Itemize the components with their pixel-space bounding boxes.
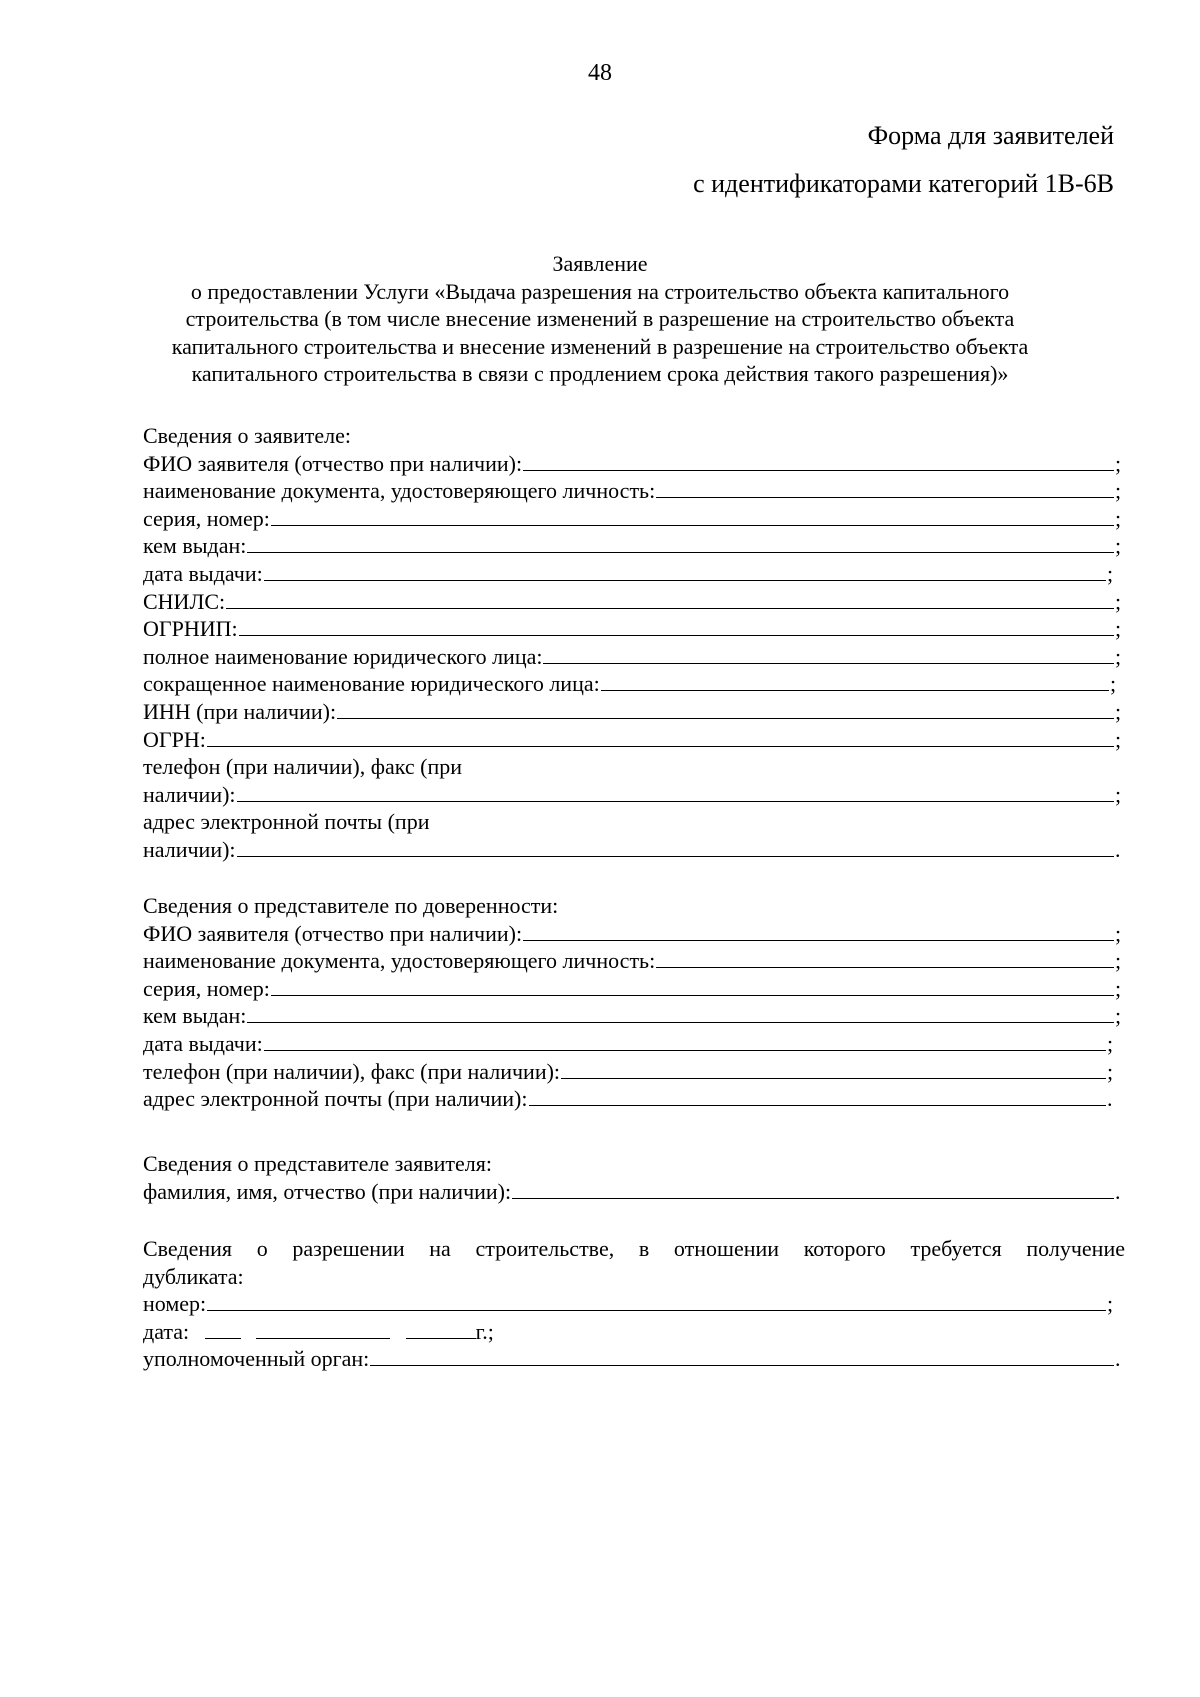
proxy-issue-date-row: дата выдачи: ; bbox=[143, 1030, 1114, 1056]
page-number: 48 bbox=[588, 60, 612, 86]
permit-number-field[interactable] bbox=[207, 1292, 1106, 1311]
field-label: дата: bbox=[143, 1318, 190, 1344]
applicant-heading: Сведения о заявителе: bbox=[143, 423, 352, 448]
applicant-issued-by-field[interactable] bbox=[247, 534, 1114, 553]
proxy-issued-by-field[interactable] bbox=[247, 1004, 1114, 1023]
title-line: строительства (в том числе внесение изменений в разрешение на строительство объекта bbox=[185, 306, 1015, 331]
field-label: дата выдачи: bbox=[143, 560, 263, 586]
field-label: дата выдачи: bbox=[143, 1030, 263, 1056]
form-label-line2: с идентификаторами категорий 1В-6В bbox=[693, 169, 1114, 198]
field-label: ОГРН: bbox=[143, 726, 206, 752]
proxy-section bbox=[143, 892, 1125, 1113]
form-label-line1: Форма для заявителей bbox=[867, 121, 1114, 150]
representative-fio-row: фамилия, имя, отчество (при наличии): . bbox=[143, 1178, 1121, 1204]
title-heading: Заявление bbox=[552, 251, 648, 276]
applicant-email-field[interactable] bbox=[237, 838, 1114, 857]
field-label: фамилия, имя, отчество (при наличии): bbox=[143, 1178, 512, 1204]
applicant-ogrnip-row: ОГРНИП: ; bbox=[143, 616, 1122, 642]
field-label: наименование документа, удостоверяющего личность: bbox=[143, 948, 656, 974]
field-label: номер: bbox=[143, 1291, 207, 1317]
proxy-phone-field[interactable] bbox=[561, 1060, 1106, 1079]
proxy-phone-row: телефон (при наличии), факс (при наличии): ; bbox=[143, 1058, 1114, 1084]
field-label: наличии): bbox=[143, 781, 236, 807]
field-label: адрес электронной почты (при наличии): bbox=[143, 1086, 528, 1112]
permit-date-year-field[interactable] bbox=[406, 1320, 476, 1339]
field-label: ИНН (при наличии): bbox=[143, 698, 337, 724]
field-label: уполномоченный орган: bbox=[143, 1346, 370, 1372]
applicant-email-label-line1: адрес электронной почты (при bbox=[143, 809, 430, 835]
applicant-series-row: серия, номер: ; bbox=[143, 505, 1122, 531]
applicant-doc-field[interactable] bbox=[656, 479, 1114, 498]
permit-authority-row: уполномоченный орган: . bbox=[143, 1346, 1121, 1372]
applicant-snils-field[interactable] bbox=[226, 590, 1114, 609]
applicant-doc-row: наименование документа, удостоверяющего личность: ; bbox=[143, 478, 1122, 504]
permit-heading-cont: дубликата: bbox=[143, 1263, 244, 1289]
applicant-snils-row: СНИЛС: ; bbox=[143, 588, 1122, 614]
applicant-short-name-row: сокращенное наименование юридического лица: ; bbox=[143, 671, 1117, 697]
field-label: кем выдан: bbox=[143, 1003, 247, 1029]
applicant-full-name-row: полное наименование юридического лица: ; bbox=[143, 643, 1122, 669]
proxy-doc-field[interactable] bbox=[656, 949, 1114, 968]
field-label: телефон (при наличии), факс (при наличии): bbox=[143, 1058, 561, 1084]
field-label: наличии): bbox=[143, 836, 236, 862]
permit-date-day-field[interactable] bbox=[205, 1320, 241, 1339]
proxy-fio-row: ФИО заявителя (отчество при наличии): ; bbox=[143, 920, 1122, 946]
permit-heading: Сведения о разрешении на строительстве, в отношении которого требуется получение bbox=[143, 1236, 1125, 1261]
title-line: о предоставлении Услуги «Выдача разрешения на строительство объекта капитального bbox=[190, 278, 1010, 304]
application-title bbox=[100, 250, 1100, 388]
applicant-issue-date-field[interactable] bbox=[264, 562, 1106, 581]
proxy-email-field[interactable] bbox=[529, 1087, 1107, 1106]
field-label: ОГРНИП: bbox=[143, 616, 238, 642]
permit-section bbox=[143, 1235, 1125, 1373]
permit-date-row bbox=[143, 1318, 1125, 1346]
proxy-heading: Сведения о представителе по доверенности: bbox=[143, 893, 559, 918]
proxy-email-row: адрес электронной почты (при наличии): . bbox=[143, 1086, 1113, 1112]
applicant-ogrn-row: ОГРН: ; bbox=[143, 726, 1122, 752]
applicant-phone-row: наличии): ; bbox=[143, 781, 1122, 807]
proxy-series-row: серия, номер: ; bbox=[143, 975, 1122, 1001]
field-label: наименование документа, удостоверяющего личность: bbox=[143, 478, 656, 504]
field-label: серия, номер: bbox=[143, 975, 270, 1001]
year-suffix: г.; bbox=[475, 1318, 494, 1344]
applicant-short-name-field[interactable] bbox=[601, 672, 1109, 691]
applicant-series-field[interactable] bbox=[271, 507, 1114, 526]
field-label: СНИЛС: bbox=[143, 588, 226, 614]
representative-section bbox=[143, 1150, 1125, 1205]
permit-number-row: номер: ; bbox=[143, 1291, 1114, 1317]
field-label: ФИО заявителя (отчество при наличии): bbox=[143, 920, 523, 946]
proxy-series-field[interactable] bbox=[271, 977, 1114, 996]
proxy-issued-by-row: кем выдан: ; bbox=[143, 1003, 1122, 1029]
permit-date-month-field[interactable] bbox=[256, 1320, 390, 1339]
proxy-issue-date-field[interactable] bbox=[264, 1032, 1106, 1051]
proxy-fio-field[interactable] bbox=[523, 922, 1114, 941]
title-line: капитального строительства и внесение изменений в разрешение на строительство объекта bbox=[171, 333, 1029, 359]
field-label: полное наименование юридического лица: bbox=[143, 643, 543, 669]
applicant-inn-field[interactable] bbox=[337, 700, 1114, 719]
field-label: кем выдан: bbox=[143, 533, 247, 559]
representative-fio-field[interactable] bbox=[512, 1180, 1114, 1199]
applicant-inn-row: ИНН (при наличии): ; bbox=[143, 698, 1122, 724]
applicant-issue-date-row: дата выдачи: ; bbox=[143, 560, 1114, 586]
representative-heading: Сведения о представителе заявителя: bbox=[143, 1151, 492, 1176]
proxy-doc-row: наименование документа, удостоверяющего личность: ; bbox=[143, 948, 1122, 974]
applicant-fio-row: ФИО заявителя (отчество при наличии): ; bbox=[143, 450, 1122, 476]
applicant-ogrnip-field[interactable] bbox=[239, 617, 1114, 636]
permit-authority-field[interactable] bbox=[370, 1347, 1114, 1366]
applicant-fio-field[interactable] bbox=[523, 452, 1114, 471]
applicant-email-row: наличии): . bbox=[143, 836, 1121, 862]
applicant-full-name-field[interactable] bbox=[543, 645, 1114, 664]
applicant-phone-label-line1: телефон (при наличии), факс (при bbox=[143, 754, 463, 780]
applicant-section bbox=[143, 422, 1125, 864]
field-label: сокращенное наименование юридического лица: bbox=[143, 671, 600, 697]
applicant-issued-by-row: кем выдан: ; bbox=[143, 533, 1122, 559]
applicant-phone-field[interactable] bbox=[237, 783, 1114, 802]
field-label: ФИО заявителя (отчество при наличии): bbox=[143, 450, 523, 476]
applicant-ogrn-field[interactable] bbox=[207, 728, 1114, 747]
field-label: серия, номер: bbox=[143, 505, 270, 531]
title-line: капитального строительства в связи с продлением срока действия такого разрешения)» bbox=[191, 361, 1009, 386]
